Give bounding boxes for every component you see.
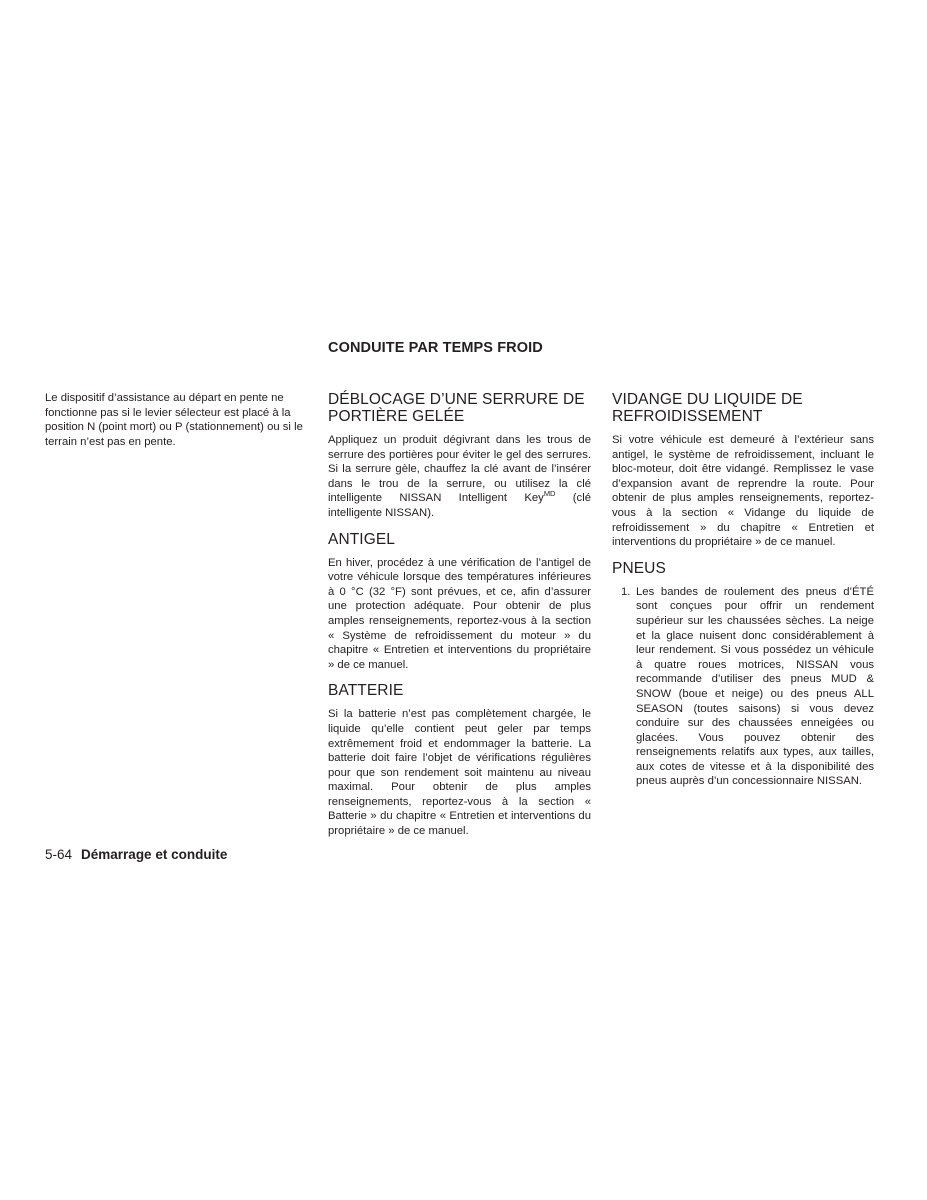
list-item-number: 1. [621,585,631,598]
pneus-heading: PNEUS [612,559,666,577]
unlock-text: Appliquez un produit dégivrant dans les trous de serrure des portières pour éviter le gel des serrures. Si la serrure gèle, chauffez la clé avant de l’insérer dans le trou de la serrure, ou utilisez la clé intelligente NISSAN Intelligent Key [328,434,591,505]
pneus-list [612,585,874,789]
unlock-paragraph [328,433,591,521]
batterie-paragraph: Si la batterie n’est pas complètement chargée, le liquide qu’elle contient peut geler par temps extrêmement froid et endommager la batterie. La batterie doit faire l’objet de vérifications régulières pour que son rendement soit maintenu au niveau maximal. Pour obtenir de plus amples renseignements, reportez-vous à la section « Batterie » du chapitre « Entretien et interventions du propriétaire » de ce manuel. [328,708,591,838]
antigel-heading: ANTIGEL [328,530,396,548]
hill-start-note: Le dispositif d’assistance au départ en pente ne fonctionne pas si le levier sélecteur est placé à la position N (point mort) ou P (stationnement) ou si le terrain n’est pas en pente. [45,392,303,448]
trademark-sup: MD [543,489,556,499]
section-title: CONDUITE PAR TEMPS FROID [328,340,543,356]
unlock-heading: DÉBLOCAGE D’UNE SERRURE DE PORTIÈRE GELÉE [328,391,585,425]
batterie-heading: BATTERIE [328,682,404,700]
list-item [612,585,874,789]
right-column [612,391,874,789]
page-footer [45,847,227,862]
vidange-paragraph: Si votre véhicule est demeuré à l’extérieur sans antigel, le système de refroidissement, incluant le bloc-moteur, doit être vidangé. Remplissez le vase d’expansion avant de reprendre la route. Pour obtenir de plus amples renseignements, reportez-vous à la section « Vidange du liquide de refroidissement » du chapitre « Entretien et interventions du propriétaire » de ce manuel. [612,434,874,549]
unlock-text-end: (clé intelligente NISSAN). [328,492,591,519]
vidange-heading: VIDANGE DU LIQUIDE DE REFROIDISSEMENT [612,391,803,425]
chapter-title: Démarrage et conduite [81,847,228,862]
antigel-paragraph: En hiver, procédez à une vérification de l’antigel de votre véhicule lorsque des températures inférieures à 0 °C (32 °F) sont prévues, et ce, afin d’assurer une protection adéquate. Pour obtenir de plus amples renseignements, reportez-vous à la section « Système de refroidissement du moteur » du chapitre « Entretien et interventions du propriétaire » de ce manuel. [328,556,591,671]
list-item-text: Les bandes de roulement des pneus d’ÉTÉ sont conçues pour offrir un rendement supérieur sur les chaussées sèches. La neige et la glace nuisent donc considérablement à leur rendement. Si vous possédez un véhicule à quatre roues motrices, NISSAN vous recommande d’utiliser des pneus MUD & SNOW (boue et neige) ou des pneus ALL SEASON (toutes saisons) si vous devez conduire sur des chaussées enneigées ou glacées. Vous pouvez obtenir des renseignements relatifs aux types, aux tailles, aux cotes de vitesse et à la disponibilité des pneus auprès d’un concessionnaire NISSAN. [636,585,874,788]
page-number: 5-64 [45,847,73,862]
middle-column [328,391,591,849]
left-column [45,391,309,459]
